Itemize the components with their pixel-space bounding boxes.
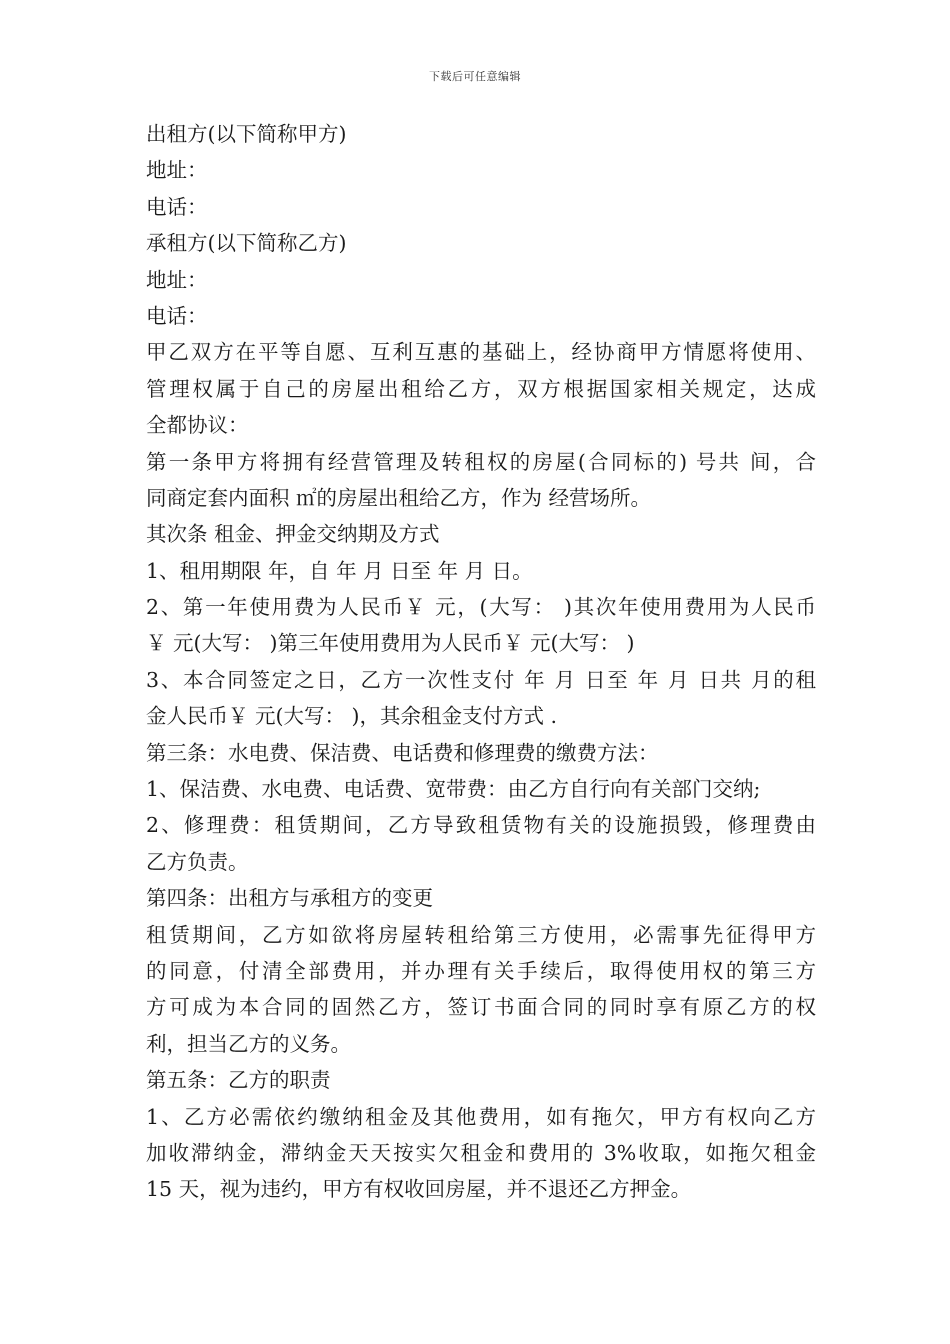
text-line: 管理权属于自己的房屋出租给乙方，双方根据国家相关规定，达成 [146,376,816,401]
text-line: 电话： [146,303,208,328]
text-line: ￥ 元(大写： )第三年使用费用为人民币￥ 元(大写： ) [146,631,635,656]
text-line: 3、本合同签定之日，乙方一次性支付 年 月 日至 年 月 日共 月的租 [146,667,816,692]
text-line: 电话： [146,194,208,219]
contract-body [146,116,816,1208]
text-line: 金人民币￥ 元(大写： )，其余租金支付方式 . [146,704,558,729]
text-line: 出租方(以下简称甲方) [146,122,347,146]
text-line: 1、租用期限 年，自 年 月 日至 年 月 日。 [146,558,533,583]
text-line: 第五条：乙方的职责 [146,1068,331,1093]
page-header-note: 下载后可任意编辑 [429,70,521,83]
text-line: 1、乙方必需依约缴纳租金及其他费用，如有拖欠，甲方有权向乙方 [146,1104,816,1129]
text-line: 利，担当乙方的义务。 [146,1031,351,1056]
text-line: 第四条：出租方与承租方的变更 [146,886,433,911]
text-line: 全都协议： [146,413,249,438]
text-line: 甲乙双方在平等自愿、互利互惠的基础上，经协商甲方情愿将使用、 [146,340,816,365]
text-line: 租赁期间，乙方如欲将房屋转租给第三方使用，必需事先征得甲方 [146,922,816,947]
text-line: 承租方(以下简称乙方) [146,231,347,256]
text-line: 的同意，付清全部费用，并办理有关手续后，取得使用权的第三方 [146,958,816,983]
text-line: 方可成为本合同的固然乙方，签订书面合同的同时享有原乙方的权 [146,995,816,1020]
text-line: 地址： [146,158,208,183]
text-line: 第一条甲方将拥有经营管理及转租权的房屋(合同标的) 号共 间，合 [146,449,816,474]
text-line: 同商定套内面积 ㎡的房屋出租给乙方，作为 经营场所。 [146,485,652,510]
text-line: 2、第一年使用费为人民币￥ 元，(大写： )其次年使用费用为人民币 [146,595,816,620]
text-line: 加收滞纳金，滞纳金天天按实欠租金和费用的 3%收取，如拖欠租金 [146,1140,816,1165]
text-line: 其次条 租金、押金交纳期及方式 [146,522,440,547]
text-line: 2、修理费：租赁期间，乙方导致租赁物有关的设施损毁，修理费由 [146,813,816,838]
text-line: 第三条：水电费、保洁费、电话费和修理费的缴费方法： [146,740,659,765]
text-line: 地址： [146,267,208,292]
text-line: 15 天，视为违约，甲方有权收回房屋，并不退还乙方押金。 [146,1177,692,1202]
text-line: 乙方负责。 [146,849,249,874]
text-line: 1、保洁费、水电费、电话费、宽带费：由乙方自行向有关部门交纳; [146,777,761,802]
